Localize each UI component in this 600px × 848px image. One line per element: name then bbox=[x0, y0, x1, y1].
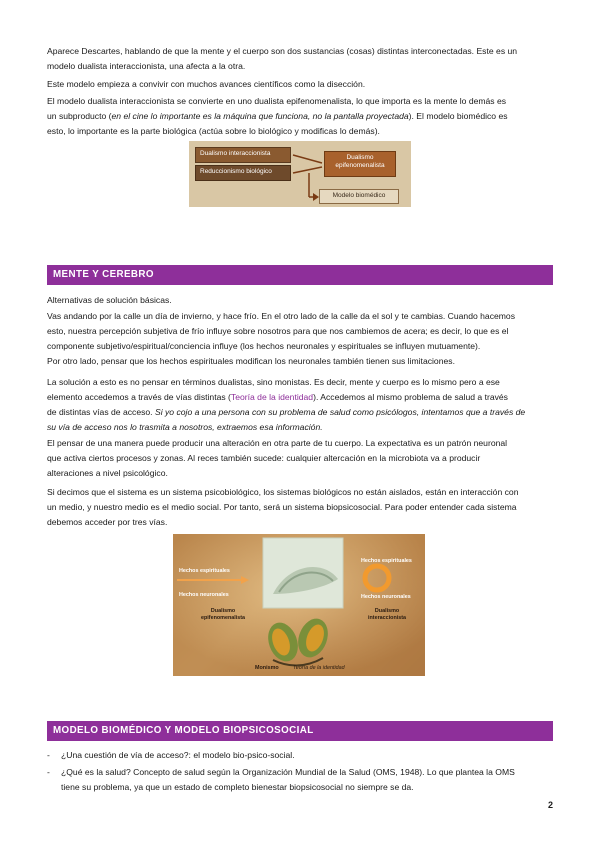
text-line bbox=[47, 420, 553, 435]
label-hechos-neuronales-left: Hechos neuronales bbox=[179, 592, 229, 598]
illustration-graphics bbox=[173, 534, 425, 676]
highlighted-term: Teoría de la identidad bbox=[230, 392, 314, 402]
box-dualismo-epifenomenalista bbox=[324, 151, 396, 177]
box-line: epifenomenalista bbox=[335, 162, 385, 169]
paragraph-alternativas: Alternativas de solución básicas. bbox=[47, 295, 172, 305]
paragraph-invierno bbox=[47, 309, 553, 354]
paragraph-biopsicosocial bbox=[47, 485, 553, 530]
label-dualismo-interaccionista bbox=[368, 608, 406, 621]
text-span: un subproducto ( bbox=[47, 111, 112, 121]
text-line: La solución a esto es no pensar en términos dualistas, sino monistas. Es decir, mente y cuerpo es lo mismo pero a ese bbox=[47, 377, 500, 387]
paragraph-descartes bbox=[47, 44, 553, 74]
text-line: El pensar de una manera puede producir una alteración en otra parte de tu cuerpo. La expectativa es un patrón neuronal bbox=[47, 438, 508, 448]
paragraph-diseccion: Este modelo empieza a convivir con muchos avances científicos como la disección. bbox=[47, 79, 366, 89]
text-span: de distintas vías de acceso. bbox=[47, 407, 155, 417]
text-line: esto, nuestra percepción subjetiva de frío influye sobre nosotros para que nos cambiemos de acera; es decir, lo que es el bbox=[47, 326, 509, 336]
text-line bbox=[47, 405, 553, 420]
page-number: 2 bbox=[547, 800, 553, 810]
section-heading-modelo-biomedico: MODELO BIOMÉDICO Y MODELO BIOPSICOSOCIAL bbox=[47, 721, 553, 741]
text-line: debemos acceder por tres vías. bbox=[47, 517, 168, 527]
label-line: interaccionista bbox=[368, 614, 407, 621]
text-line: ¿Qué es la salud? Concepto de salud según la Organización Mundial de la Salud (OMS, 1948). Lo que plantea la OMS bbox=[61, 767, 515, 777]
label-hechos-espirituales-left: Hechos espirituales bbox=[179, 568, 230, 574]
label-line: Dualismo bbox=[210, 608, 236, 614]
label-monismo: Monismo bbox=[255, 665, 279, 671]
text-line: que activa ciertos procesos y zonas. Al reces también sucede: cualquier altercación en la microbiota va a producir bbox=[47, 453, 481, 463]
bullet-dash: - bbox=[47, 750, 50, 760]
text-line: Aparece Descartes, hablando de que la mente y el cuerpo son dos sustancias (cosas) distintas interconectadas. Este es un bbox=[47, 46, 518, 56]
box-dualismo-interaccionista: Dualismo interaccionista bbox=[195, 147, 291, 163]
text-line: alteraciones a nivel psicológico. bbox=[47, 468, 168, 478]
italic-text: en el cine lo importante es la máquina que funciona, no la pantalla proyectada bbox=[111, 111, 409, 121]
text-span: ). Accedemos al mismo problema de salud a través bbox=[313, 392, 508, 402]
text-line: tiene su problema, ya que un estado de completo bienestar biopsicosocial no siempre se da. bbox=[61, 782, 414, 792]
paragraph-expectativa bbox=[47, 436, 553, 481]
text-line: Vas andando por la calle un día de invierno, y hace frío. En el otro lado de la calle da el sol y te cambias. Cuando hacemos bbox=[47, 311, 516, 321]
section-heading-mente-cerebro: MENTE Y CEREBRO bbox=[47, 265, 553, 285]
italic-text: Si yo cojo a una persona con su problema de salud como psicólogos, intentamos que a través de bbox=[154, 407, 526, 417]
list-item bbox=[47, 748, 553, 763]
dualism-diagram bbox=[189, 141, 411, 207]
paragraph-epifenomenalista bbox=[47, 94, 553, 139]
paragraph-monismo bbox=[47, 375, 553, 435]
text-span: ). El modelo biomédico es bbox=[408, 111, 508, 121]
text-line: componente subjetivo/espiritual/conciencia influye (los hechos neuronales y espirituales se influyen mutuamente). bbox=[47, 341, 481, 351]
box-line: Dualismo bbox=[346, 154, 374, 161]
text-line: modelo dualista interaccionista, una afecta a la otra. bbox=[47, 61, 246, 71]
text-line: Si decimos que el sistema es un sistema psicobiológico, los sistemas biológicos no están aislados, están en interacción con bbox=[47, 487, 519, 497]
text-span: elemento accedemos a través de vías distintas ( bbox=[47, 392, 231, 402]
label-line: Dualismo bbox=[374, 608, 400, 614]
label-teoria-identidad: Teoría de la identidad bbox=[293, 665, 345, 671]
bullet-dash: - bbox=[47, 767, 50, 777]
label-dualismo-epifenomenalista bbox=[201, 608, 245, 621]
label-hechos-espirituales-right: Hechos espirituales bbox=[361, 558, 412, 564]
text-line: esto, lo importante es la parte biológica (actúa sobre lo biológico y modificas lo demás). bbox=[47, 126, 380, 136]
label-hechos-neuronales-right: Hechos neuronales bbox=[361, 594, 411, 600]
text-line bbox=[47, 390, 553, 405]
text-line: un medio, y nuestro medio es el medio social. Por tanto, será un sistema biopsicosocial. Para poder entender cada sistema bbox=[47, 502, 517, 512]
italic-text: su vía de acceso nos lo trasmita a nosotros, extraemos esa información. bbox=[47, 422, 323, 432]
text-line: El modelo dualista interaccionista se convierte en uno dualista epifenomenalista, lo que importa es la mente lo demás es bbox=[47, 96, 507, 106]
box-modelo-biomedico: Modelo biomédico bbox=[319, 189, 399, 204]
text-line bbox=[47, 109, 553, 124]
monism-illustration bbox=[173, 534, 425, 676]
box-reduccionismo-biologico: Reduccionismo biológico bbox=[195, 165, 291, 181]
bullet-text: ¿Una cuestión de vía de acceso?: el modelo bio-psico-social. bbox=[61, 750, 295, 760]
label-line: epifenomenalista bbox=[201, 614, 246, 621]
bullet-text bbox=[61, 765, 553, 795]
paragraph-limitaciones: Por otro lado, pensar que los hechos espirituales modifican los neuronales también tienen sus limitaciones. bbox=[47, 356, 455, 366]
list-item bbox=[47, 765, 553, 795]
